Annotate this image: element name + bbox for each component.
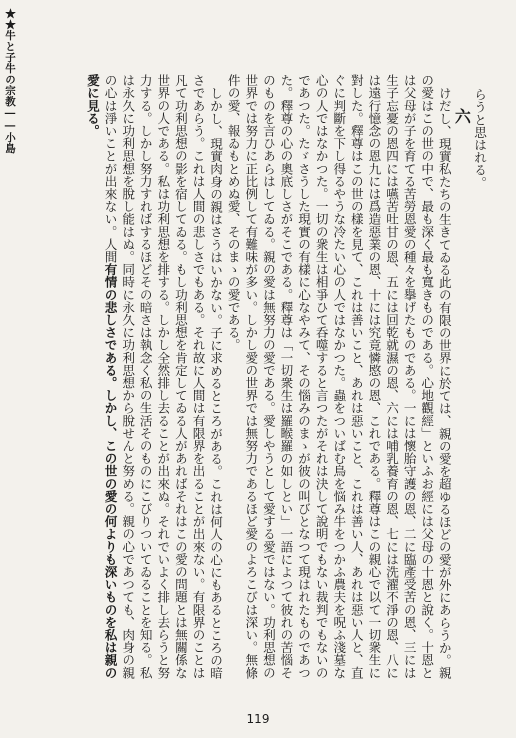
paragraph-1: けだし、現實私たちの生きてゐる此の有限の世界に於ては、親の愛を超ゆるほどの愛が外にあらうか。親の愛はこの世の中で、最も深く最も寬きものである。心地觀經」といふお經には父母の十恩と說く。十恩とは父母が子を育てる苦勞恩愛の種々を擧げたものである。一には懷胎守護の恩、二に臨產受苦の恩、三には生子忘憂の恩四には嚥苦吐甘の恩、五には回乾就濕の恩、六には哺乳養育の恩、七には洗濯不淨の恩、八には遠行憶念の恩九には爲造惡業の恩、十には究竟憐愍の恩、これである。釋尊はこの親心で以て一切衆生に對した。釋尊はこの世の樣を見て、これは善いこと、あれは惡いこと、これは善い人、あれは惡い人と、直ぐに判斷を下し得るやうな冷たい心の人ではなかつた。蟲をついばむ鳥を悩み牛をつかふ農夫を呪ふ淺墓な心の人ではなかつた。一切の衆生は相爭ひて呑噬すると言つたがそれは決して說明でもない裁判でもないのであつた。たゞさうした現實の有樣に心なやみて、その惱みのまゝが彼の叫びとなつて現はれたものであつた。釋尊の心の奧底しさがそこである。釋尊は「一切衆生は羅睺羅の如しとい」一語によつて彼れの苦惱そのものを言ひあらはしてゐる。親の愛は無努力の愛である。愛しやうとして愛する愛ではない。功利思想の世界では努力に正比例して有難味が多い。しかし愛の世界では無努力であるほど愛のよろこびは深い。無條件の愛、報ゐもとめぬ愛、そのまゝの愛である。	[225, 74, 452, 679]
paragraph-2	[83, 74, 224, 686]
section-number: 六	[452, 108, 472, 124]
paragraph-2-text: しかし、現實肉身の親はさうはいかない。子に求めるところがある。これは何人の心にもあるところの暗さであらう。これは人間の悲しさでもある。それ故に人間は有限界を出ることが出來ない。有限界のことは凡て功利思想の影を宿してゐる。もし功利思想を肯定してゐる人があればそれはこの愛の問題とは無關係な世界の人である。私は功利思想を排する。しかし全然排し去ることが出來ぬ。それでいよく排し去らうと努力する。しかし努力すればするほどその暗さは執念く私の生活そのものにこびりついてゐることを知る。私は永久に功利思想を脫し能はぬ。同時に永久に功利思想から脫せんと努める。親の心であつても、肉身の親の心は淨いことが出來ない。人間	[102, 74, 224, 679]
page-number: 119	[246, 712, 270, 726]
paragraph-2-bold-text: 有情の悲しさである。しかし、この世の愛の何よりも深いものを私は親の愛に見る。	[84, 74, 118, 679]
running-header: ★★牛と子牛の宗教――小島	[4, 8, 16, 154]
previous-section-ending: らうと思はれる。	[472, 88, 487, 189]
page-body	[12, 74, 488, 686]
